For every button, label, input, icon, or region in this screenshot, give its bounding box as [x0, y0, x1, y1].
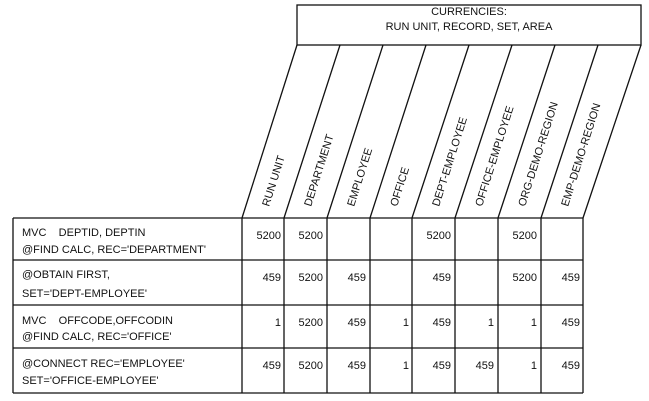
- currency-value-cell: 459: [347, 272, 366, 284]
- column-header-label: EMP-DEMO-REGION: [559, 101, 604, 208]
- currency-value-cell: 459: [561, 272, 580, 284]
- currency-value-cell: 5200: [298, 360, 323, 372]
- currency-value-cell: 1: [530, 360, 537, 372]
- column-header-labels: [260, 101, 603, 208]
- column-header-label: ORG-DEMO-REGION: [516, 100, 561, 208]
- stmt-row-2-line-1: @OBTAIN FIRST,: [22, 269, 110, 281]
- currency-value-cell: 1: [274, 317, 281, 329]
- currency-value-cell: 1: [487, 317, 494, 329]
- currency-value-cell: 5200: [512, 230, 537, 242]
- currency-value-cell: 5200: [298, 230, 323, 242]
- stmt-row-1-line-1: MVC DEPTID, DEPTIN: [22, 227, 146, 239]
- currency-value-cell: 1: [402, 317, 409, 329]
- currency-value-cell: 5200: [298, 272, 323, 284]
- currency-value-cell: 5200: [256, 230, 281, 242]
- currency-value-cell: 459: [347, 317, 366, 329]
- column-header-label: EMPLOYEE: [345, 146, 376, 208]
- stmt-row-3-line-1: MVC OFFCODE,OFFCODIN: [22, 315, 173, 327]
- column-header-label: OFFICE: [388, 165, 413, 208]
- column-header-label: RUN UNIT: [260, 154, 288, 208]
- currency-value-cell: 5200: [512, 272, 537, 284]
- currency-value-cell: 459: [262, 360, 281, 372]
- currency-value-cell: 459: [561, 317, 580, 329]
- currency-value-cell: 459: [432, 317, 451, 329]
- stmt-row-4-line-1: @CONNECT REC='EMPLOYEE': [22, 358, 185, 370]
- currencies-header: [297, 5, 641, 35]
- stmt-row-1-line-2: @FIND CALC, REC='DEPARTMENT': [22, 244, 206, 256]
- currency-value-cell: 459: [561, 360, 580, 372]
- column-header-label: DEPARTMENT: [302, 133, 337, 208]
- currency-value-cell: 459: [262, 272, 281, 284]
- column-header-label: OFFICE-EMPLOYEE: [473, 104, 517, 208]
- currency-value-cell: 1: [530, 317, 537, 329]
- header-line-1: CURRENCIES:: [431, 6, 507, 18]
- column-header-label: DEPT-EMPLOYEE: [430, 115, 471, 208]
- currency-value-cell: 459: [475, 360, 494, 372]
- currency-value-cell: 5200: [298, 317, 323, 329]
- stmt-row-2-line-2: SET='DEPT-EMPLOYEE': [22, 288, 147, 300]
- header-line-2: RUN UNIT, RECORD, SET, AREA: [385, 21, 553, 33]
- currency-value-cell: 459: [432, 360, 451, 372]
- currency-value-cell: 459: [347, 360, 366, 372]
- stmt-row-4-line-2: SET='OFFICE-EMPLOYEE': [22, 375, 159, 387]
- currency-value-cell: 459: [432, 272, 451, 284]
- stmt-row-3-line-2: @FIND CALC, REC='OFFICE': [22, 331, 172, 343]
- currency-value-cell: 1: [402, 360, 409, 372]
- currency-value-cell: 5200: [426, 230, 451, 242]
